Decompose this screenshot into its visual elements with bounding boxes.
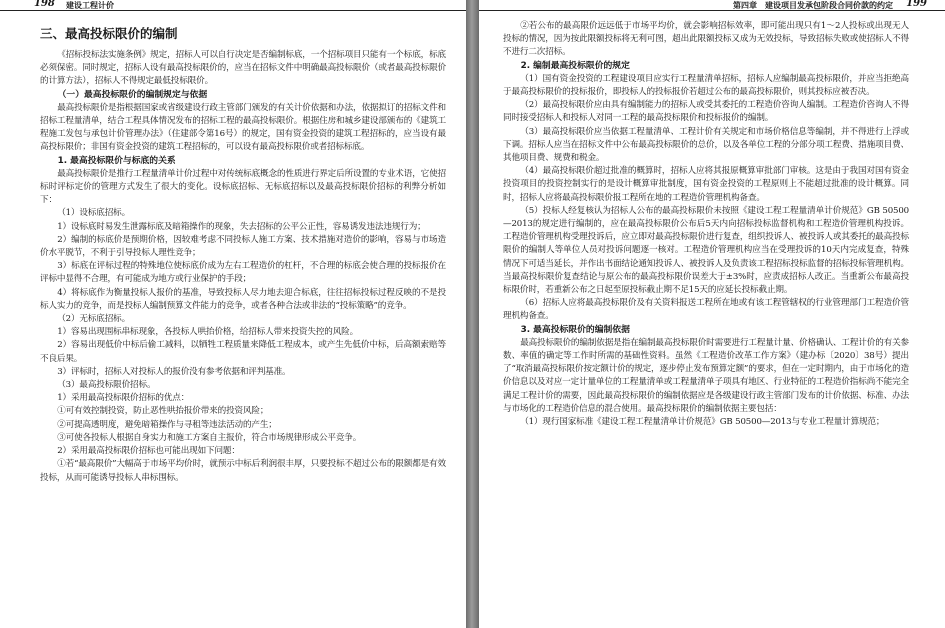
left-page-body xyxy=(40,49,446,485)
body-paragraph: 《招标投标法实施条例》规定，招标人可以自行决定是否编制标底，一个招标项目只能有一个标底，标底必须保密。同时规定，招标人设有最高投标限价的，应当在招标文件中明确最高投标限价（或者最高投标限价的计算方法），招标人不得规定最低投标限价。 xyxy=(40,50,446,87)
left-page-number: 198 xyxy=(34,0,55,9)
right-running-header xyxy=(479,0,945,11)
body-paragraph: 最高投标限价是推行工程量清单计价过程中对传统标底概念的性质进行界定后所设置的专业术语，它使招标时评标定价的管理方式发生了很大的变化。设标底招标、无标底招标以及最高投标限价招标的利弊分析如下： xyxy=(40,168,446,206)
right-page-number: 199 xyxy=(906,0,927,9)
right-page-content xyxy=(503,20,909,429)
body-paragraph: （2）最高投标限价应由具有编制能力的招标人或受其委托的工程造价咨询人编制。工程造价咨询人不得同时接受招标人和投标人对同一工程的最高投标限价和投标报价的编制。 xyxy=(503,100,909,124)
body-paragraph: （1）现行国家标准《建设工程工程量清单计价规范》GB 50500—2013与专业工程量计算规范； xyxy=(520,417,885,428)
body-paragraph: ③可使各投标人根据自身实力和施工方案自主报价，符合市场规律形成公平竞争。 xyxy=(57,432,362,443)
right-page-body xyxy=(503,20,909,429)
left-page-content xyxy=(40,26,446,485)
right-running-title: 第四章 建设项目发承包阶段合同价款的约定 xyxy=(733,0,893,10)
body-paragraph: （6）招标人应将最高投标限价及有关资料报送工程所在地或有该工程管辖权的行业管理部门工程造价管理机构备查。 xyxy=(503,298,909,322)
left-running-header xyxy=(0,0,466,11)
book-gutter xyxy=(466,0,479,628)
body-paragraph: （1）国有资金投资的工程建设项目应实行工程量清单招标，招标人应编制最高投标限价，并应当拒绝高于最高投标限价的投标报价，即投标人的投标报价若超过公布的最高投标限价，则其投标应被否决。 xyxy=(503,73,909,98)
body-paragraph: 1）采用最高投标限价招标的优点： xyxy=(57,393,190,404)
body-paragraph: ①可有效控制投资，防止恶性哄抬报价带来的投资风险； xyxy=(57,406,269,417)
body-paragraph: 最高投标限价是指根据国家或省级建设行政主管部门颁发的有关计价依据和办法，依据拟订的招标文件和招标工程量清单，结合工程具体情况发布的招标工程的最高投标限价。根据住房和城乡建设部颁布的《建筑工程施工发包与承包计价管理办法》（住建部令第16号）的规定，国有资金投资的建筑工程招标的，应当设有最高投标限价；非国有资金投资的建筑工程招标的，可以设有最高投标限价或者招标标底。 xyxy=(40,102,446,153)
body-paragraph: 最高投标限价的编制依据是指在编制最高投标限价时需要进行工程量计量、价格确认、工程计价的有关参数、率值的确定等工作时所需的基础性资料。虽然《工程造价改革工作方案》（建办标〔2020〕38号）提出了“取消最高投标限价按定额计价的规定，逐步停止发布预算定额”的要求，但在一定时期内，由于市场化的造价信息以及对应一定计量单位的工程量清单或工程量清单子项具有地区、行业特征的工程造价指标尚不能完全满足工程计价的需要，因此最高投标限价的编制依据应是各级建设行政主管部门发布的计价依据、标准、办法与市场化的工程造价信息的混合使用。最高投标限价的编制依据主要包括： xyxy=(503,337,909,414)
body-paragraph: 3）评标时，招标人对投标人的报价没有参考依据和评判基准。 xyxy=(57,366,291,377)
subsection-heading: 2. 编制最高投标限价的规定 xyxy=(520,60,630,71)
body-paragraph: ①若“最高限价”大幅高于市场平均价时，就预示中标后利润很丰厚，只要投标不超过公布的限额都是有效投标，从而可能诱导投标人串标围标。 xyxy=(40,459,446,483)
body-paragraph: ②若公布的最高限价远远低于市场平均价，就会影响招标效率，即可能出现只有1～2人投标或出现无人投标的情况，因为按此限额投标将无利可图，超出此限额投标又成为无效投标，导致招标失败或使招标人不得不进行二次招标。 xyxy=(503,21,909,58)
body-paragraph: 3）标底在评标过程的特殊地位使标底价成为左右工程造价的杠杆，不合理的标底会使合理的投标报价在评标中显得不合理，有可能成为地方或行业保护的手段； xyxy=(40,261,446,285)
body-paragraph: （1）设标底招标。 xyxy=(57,208,131,219)
section-title: 三、最高投标限价的编制 xyxy=(40,26,178,41)
body-paragraph: （2）无标底招标。 xyxy=(57,314,131,325)
subsection-heading: （一）最高投标限价的编制规定与依据 xyxy=(57,89,208,100)
body-paragraph: 2）容易出现低价中标后偷工减料，以牺牲工程质量来降低工程成本，或产生先低价中标，后高额索赔等不良后果。 xyxy=(40,340,446,364)
body-paragraph: 1）容易出现围标串标现象，各投标人哄抬价格，给招标人带来投资失控的风险。 xyxy=(57,327,359,338)
body-paragraph: 2）编制的标底价是预期价格，因较难考虑不同投标人施工方案、技术措施对造价的影响，容易与市场造价水平脱节，不利于引导投标人理性竞争； xyxy=(40,234,446,259)
left-page xyxy=(0,0,466,628)
body-paragraph: （3）最高投标限价应当依据工程量清单、工程计价有关规定和市场价格信息等编制，并不得进行上浮或下调。招标人应当在招标文件中公布最高投标限价的总价，以及各单位工程的分部分项工程费、措施项目费、其他项目费、规费和税金。 xyxy=(503,126,909,164)
subsection-heading: 3. 最高投标限价的编制依据 xyxy=(520,324,630,335)
body-paragraph: 4）将标底作为衡量投标人报价的基准，导致投标人尽力地去迎合标底，往往招标投标过程反映的不是投标人实力的竞争，而是投标人编制预算文件能力的竞争，或者各种合法或非法的“投标策略”的竞争。 xyxy=(40,287,446,311)
body-paragraph: 2）采用最高投标限价招标也可能出现如下问题： xyxy=(57,446,240,457)
body-paragraph: （3）最高投标限价招标。 xyxy=(57,380,156,391)
body-paragraph: ②可提高透明度，避免暗箱操作与寻租等违法活动的产生； xyxy=(57,419,277,430)
body-paragraph: 1）设标底时易发生泄露标底及暗箱操作的现象，失去招标的公平公正性，容易诱发违法违规行为； xyxy=(57,221,426,232)
body-paragraph: （5）投标人经复核认为招标人公布的最高投标限价未按照《建设工程工程量清单计价规范》GB 50500—2013的规定进行编制的，应在最高投标限价公布后5天内向招标投标监督机构和工程造价管理机构投诉。工程造价管理机构受理投诉后，应立即对最高投标限价进行复查，组织投诉人、被投诉人或其委托的最高投标限价的编制人等单位人员对投诉问题逐一核对。工程造价管理机构应当在受理投诉的10天内完成复查，特殊情况下可适当延长，并作出书面结论通知投诉人、被投诉人及负责该工程招标投标监督的招标投标管理机构。当最高投标限价复查结论与原公布的最高投标限价误差大于±3%时，应责成招标人改正。当重新公布最高投标限价时，若重新公布之日起至原投标截止期不足15天的应延长投标截止期。 xyxy=(503,205,909,296)
left-running-title: 建设工程计价 xyxy=(66,0,114,10)
body-paragraph: （4）最高投标限价超过批准的概算时，招标人应将其报原概算审批部门审核。这是由于我国对国有资金投资项目的投资控制实行的是设计概算审批制度，国有资金投资的工程原则上不能超过批准的设计概算。同时，招标人应将最高投标限价报工程所在地的工程造价管理机构备查。 xyxy=(503,166,909,203)
right-page xyxy=(479,0,945,628)
subsection-heading: 1. 最高投标限价与标底的关系 xyxy=(57,155,176,166)
